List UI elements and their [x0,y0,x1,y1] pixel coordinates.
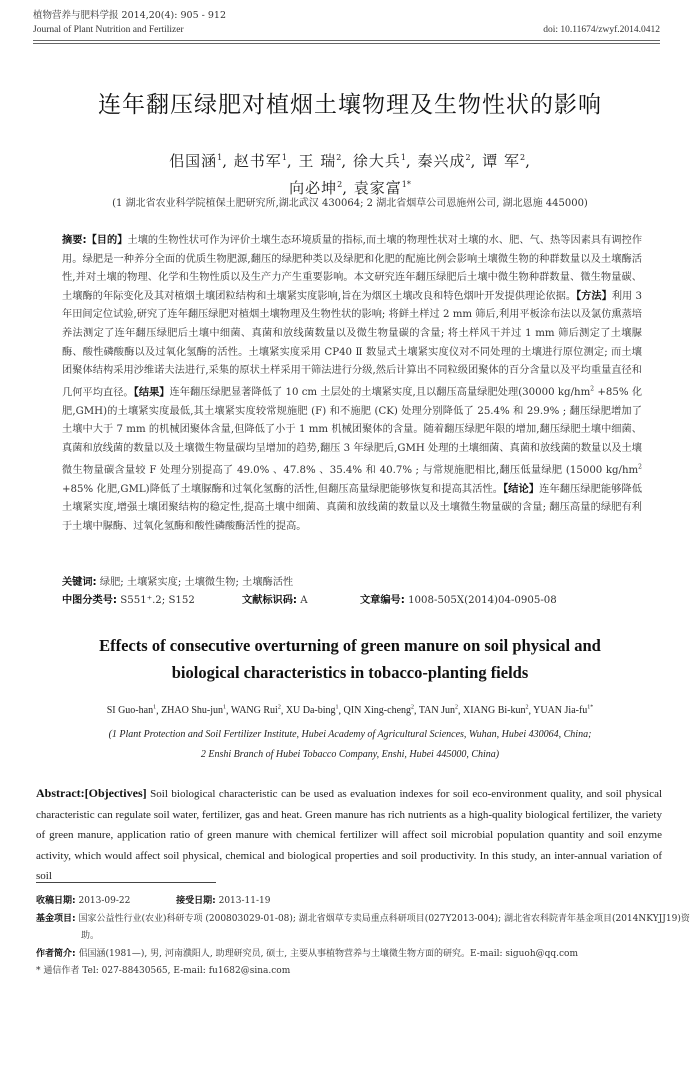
author: 袁家富$^{1*}$ [353,179,411,197]
author: ZHAO Shu-jun$^1$ [161,705,227,717]
author: 赵书军$^1$ [233,152,287,170]
conclusion-label: 【结论】 [503,483,540,495]
title-en [0,632,700,686]
author: TAN Jun$^2$ [418,705,458,717]
corresponding-author: * 通信作者 Tel: 027-88430565, E-mail: fu1682@sina.com [36,966,291,976]
received-date: 2013-09-22 [78,896,131,906]
author-bio-label: 作者简介: [36,949,76,959]
article-number: 文章编号: 1008-505X(2014)04-0905-08 [360,595,557,606]
author: 佀国涵$^1$ [169,152,223,170]
author: WANG Rui$^2$ [230,705,281,717]
abstract-en-text: Soil biological characteristic can be used as evaluation indexes for soil eco-environment quality, and soil physical characteristic can regulate soil water, fertilizer, gas and heat. Green manure has rich nutrients as a high-quality biological fertilizer, the variety of green manure, application ratio of green manure with chemical fertilizer will affect soil microbial population quantity and soil enzyme activity, which would affect soil physical, chemical and biological properties and soil productivity. In this study, an inter-annual variation of soil [36,788,663,882]
doi[interactable]: doi: 10.11674/zwyf.2014.0412 [543,25,660,35]
title-en-line1: Effects of consecutive overturning of green manure on soil physical and [99,636,601,655]
author: SI Guo-han$^1$ [106,705,157,717]
abstract-en [36,783,662,887]
author: 王 瑞$^2$ [298,152,342,170]
affiliation-en-line2: 2 Enshi Branch of Hubei Tobacco Company, Enshi, Hubei 445000, China) [200,749,500,760]
author-bio-value: 佀国涵(1981—), 男, 河南濮阳人, 助理研究员, 硕士, 主要从事植物营养与土壤微生物方面的研究。E-mail: siguoh@qq.com [78,949,578,959]
authors-cn-line1: 佀国涵$^1$, 赵书军$^1$, 王 瑞$^2$, 徐大兵$^1$, 秦兴成$^2$, 谭 军$^2$, [169,152,531,170]
authors-cn-line2: 向必坤$^2$, 袁家富$^{1*}$ [289,179,411,197]
accepted-label: 接受日期: [176,896,216,906]
header-rule [33,40,660,41]
keywords-value: 绿肥; 土壤紧实度; 土壤微生物; 土壤酶活性 [99,577,294,588]
affiliation-en-line1: (1 Plant Protection and Soil Fertilizer Institute, Hubei Academy of Agricultural Sciences, Wuhan, Hubei 430064, China; [108,729,592,740]
affiliation-cn: (1 湖北省农业科学院植保土肥研究所,湖北武汉 430064; 2 湖北省烟草公司恩施州公司, 湖北恩施 445000) [112,198,588,209]
accepted-date: 2013-11-19 [218,896,271,906]
fund-value: 国家公益性行业(农业)科研专项 (200803029-01-08); 湖北省烟草专卖局重点科研项目(027Y2013-004); 湖北省农科院青年基金项目(2014NKYJJ19)资助。 [78,914,690,941]
result-label: 【结果】 [133,387,170,399]
abstract-en-label: Abstract: [36,786,85,800]
author: QIN Xing-cheng$^2$ [343,705,415,717]
journal-citation: 植物营养与肥料学报 2014,20(4): 905 - 912 [33,10,226,21]
document-code: 文献标识码: A [242,595,308,606]
received-label: 收稿日期: [36,896,76,906]
author: 秦兴成$^2$ [417,152,471,170]
author: XIANG Bi-kun$^2$ [463,705,529,717]
keywords-label: 关键词: [62,577,97,588]
fund-label: 基金项目: [36,914,76,924]
method-text: 利用 3 年田间定位试验,研究了连年翻压绿肥对植烟土壤物理及生物性状的影响; 将鲜土样过 2 mm 筛后,利用平板涂布法以及氯仿熏蒸培养法测定了连年翻压绿肥后土壤中细菌、真菌和放线菌数量以及微生物量碳的含量; 将土样风干并过 1 mm 筛后测定了土壤脲酶、酸性磷酸酶以及过氧化氢酶的活性。土壤紧实度采用 CP40 Ⅱ 数显式土壤紧实度仪对不同处理的土壤进行原位测定; 而土壤团聚体结构采用沙维诺夫法进行,采集的原状土样采用干筛法进行分级,然后计算出不同粒级团聚体的百分含量以及平均重量直径和几何平均直径。 [62,290,642,399]
author: XU Da-bing$^1$ [285,705,339,717]
author: 向必坤$^2$ [289,179,343,197]
abstract-cn [62,232,642,536]
title-en-line2: biological characteristics in tobacco-planting fields [171,663,529,682]
abstract-label: 摘要: [62,235,87,246]
footnote-rule [36,882,216,883]
objective-label: 【目的】 [86,235,128,246]
authors-cn [0,146,700,200]
result-text: 连年翻压绿肥显著降低了 10 cm 土层处的土壤紧实度,且以翻压高量绿肥处理(30000 $kg/hm^2 +85\%$ 化肥,GMH)的土壤紧实度最低,其土壤紧实度较常规施肥 (F) 和不施肥 (CK) 处理分别降低了 25.4% 和 29.9% ; 翻压绿肥增加了土壤中大于 7 mm 的机械团聚体含量,但降低了小于 1 mm 机械团聚体的含量。随着翻压绿肥年限的增加,翻压绿肥土壤中细菌、真菌和放线菌的数量以及土壤微生物量碳均呈增加的趋势,翻压 3 年绿肥后,GMH 处理的土壤细菌、真菌和放线菌的数量以及土壤微生物量碳含量较 F 处理分别提高了 49.0% 、47.8% 、35.4% 和 40.7% ; 与常规施肥相比,翻压低量绿肥 (15000 $kg/hm^2 +85\%$ 化肥,GML)降低了土壤脲酶和过氧化氢酶的活性,但翻压高量绿肥能够恢复和提高其活性。 [62,385,643,495]
clc-number: 中图分类号: S551⁺.2; S152 [62,595,195,606]
objectives-en-label: [Objectives] [84,786,147,800]
conclusion-text: 连年翻压绿肥能够降低土壤紧实度,增强土壤团聚结构的稳定性,提高土壤中细菌、真菌和放线菌的数量以及土壤微生物量碳的含量; 翻压高量的绿肥有利于土壤中脲酶、过氧化氢酶和酸性磷酸酶活性的提高。 [62,483,643,532]
author: 谭 军$^2$ [482,152,526,170]
affiliation-en [0,725,700,765]
footnote-dates [36,893,662,910]
keywords [62,573,293,588]
footnote-funding [36,911,700,945]
authors-en: SI Guo-han$^1$, ZHAO Shu-jun$^1$, WANG Rui$^2$, XU Da-bing$^1$, QIN Xing-cheng$^2$, TAN Jun$^2$, XIANG Bi-kun$^2$, YUAN Jia-$fu^{1*}$ [106,705,594,717]
objective-text: 土壤的生物性状可作为评价土壤生态环境质量的指标,而土壤的物理性状对土壤的水、肥、气、热等因素具有调控作用。绿肥是一种养分全面的优质生物肥源,翻压的绿肥种类以及绿肥和化肥的配施比例会影响土壤微生物的种群数量以及土壤酶活性,并对土壤的物理、化学和生物性质以及生产力产生重要影响。本文研究连年翻压绿肥后土壤中微生物种群数量、微生物量碳、土壤酶的年际变化及其对植烟土壤团粒结构和土壤紧实度影响,旨在为烟区土壤改良和特色烟叶开发提供理论依据。 [62,235,643,302]
header-rule [33,43,660,44]
author: 徐大兵$^1$ [352,152,406,170]
journal-name-en: Journal of Plant Nutrition and Fertilizer [33,25,184,35]
title-cn: 连年翻压绿肥对植烟土壤物理及生物性状的影响 [98,92,602,118]
footnote-author [36,946,700,980]
author: YUAN Jia-$fu^{1*}$ [533,705,594,717]
method-label: 【方法】 [576,290,612,302]
classification-line [62,591,662,606]
